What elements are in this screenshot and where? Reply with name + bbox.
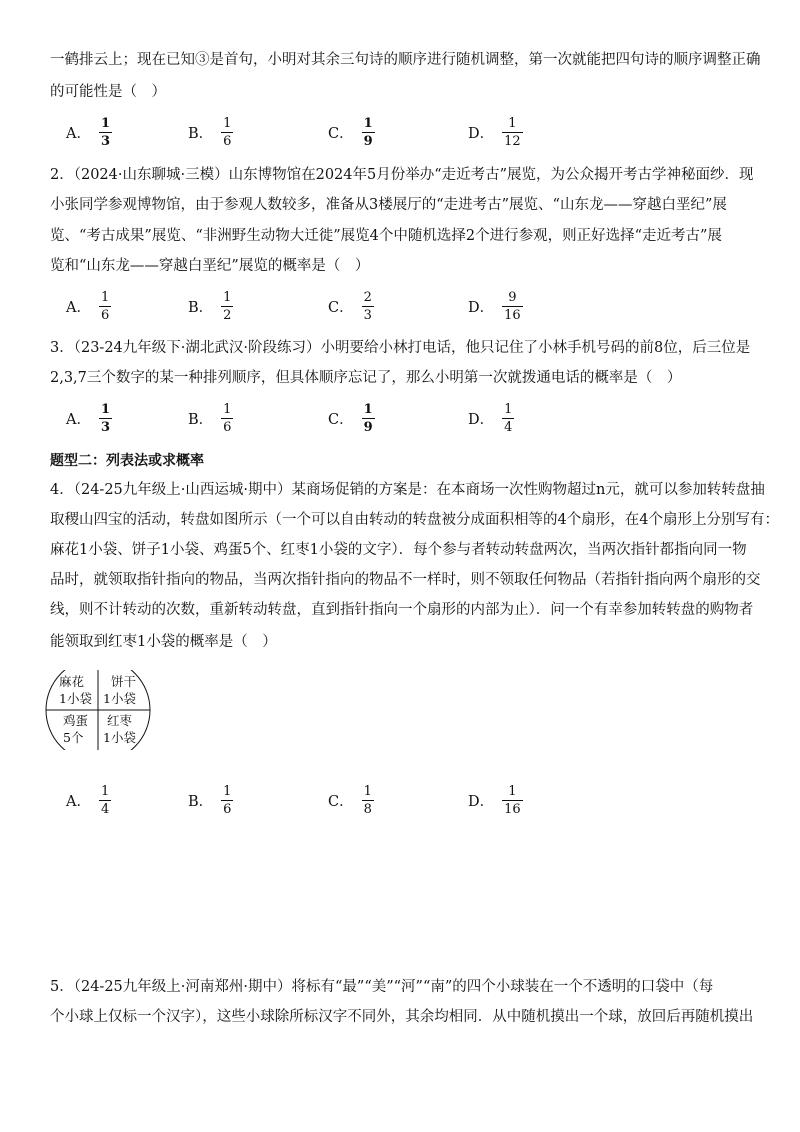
q2-option-c: C． $\frac{2}{3}$	[328, 289, 372, 323]
q4-options	[50, 780, 750, 820]
section-heading: 题型二：列表法或求概率	[50, 453, 204, 469]
q4-text-line2: 取稷山四宝的活动，转盘如图所示（一个可以自由转动的转盘被分成面积相等的4个扇形，在4个扇形上分别写有：	[50, 512, 779, 528]
sector-tl-line2: 1小袋	[59, 691, 92, 706]
q2-text-line3: 览、“考古成果”展览、“非洲野生动物大迁徙”展览4个中随机选择2个进行参观，则正好选择“走近考古”展	[50, 228, 722, 244]
q1-option-d: D． $\frac{1}{12}$	[468, 115, 521, 149]
q4-option-c: C． $\frac{1}{8}$	[328, 783, 372, 817]
q4-text-line4: 品时，就领取指针指向的物品，当两次指针指向的物品不一样时，则不领取任何物品（若指针指向两个扇形的交	[50, 572, 761, 588]
sector-br-line1: 红枣	[107, 713, 133, 728]
q2-option-b: B． $\frac{1}{2}$	[188, 289, 232, 323]
sector-tl-line1: 麻花	[59, 674, 85, 689]
q4-text-line5: 线，则不计转动的次数，重新转动转盘，直到指针指向一个扇形的内部为止）．问一个有幸参加转转盘的购物者	[50, 602, 754, 618]
q1-text-line2: 的可能性是（ ）	[50, 84, 166, 100]
q3-option-a: A． $\frac{1}{3}$	[66, 401, 111, 435]
sector-tr-line1: 饼干	[111, 674, 137, 689]
q3-text-line2: 2,3,7三个数字的某一种排列顺序，但具体顺序忘记了，那么小明第一次就拨通电话的概率是（ ）	[50, 370, 682, 386]
q4-text-line3: 麻花1小袋、饼子1小袋、鸡蛋5个、红枣1小袋的文字）．每个参与者转动转盘两次，当两次指针都指向同一物	[50, 542, 747, 558]
q1-text-line1: 一鹤排云上；现在已知③是首句，小明对其余三句诗的顺序进行随机调整，第一次就能把四句诗的顺序调整正确	[50, 52, 761, 68]
q4-option-b: B． $\frac{1}{6}$	[188, 783, 232, 817]
sector-br-line2: 1小袋	[103, 730, 136, 745]
q3-text-line1: 3．（23-24九年级下·湖北武汉·阶段练习）小明要给小林打电话，他只记住了小林手机号码的前8位，后三位是	[50, 340, 751, 356]
sector-bl-line2: 5个	[63, 730, 84, 745]
q3-option-d: D． $\frac{1}{4}$	[468, 401, 513, 435]
q2-text-line1: 2．（2024·山东聊城·三模）山东博物馆在2024年5月份举办“走近考古”展览，为公众揭开考古学神秘面纱．现	[50, 167, 754, 183]
q3-options	[50, 398, 750, 438]
q3-option-c: C． $\frac{1}{9}$	[328, 401, 373, 435]
q1-options	[50, 112, 750, 152]
q2-options	[50, 286, 750, 326]
q1-option-c: C． $\frac{1}{9}$	[328, 115, 373, 149]
q2-text-line2: 小张同学参观博物馆，由于参观人数较多，准备从3楼展厅的“走进考古”展览、“山东龙——穿越白垩纪”展	[50, 197, 727, 213]
sector-bl-line1: 鸡蛋	[63, 713, 89, 728]
q5-text-line1: 5．（24-25九年级上·河南郑州·期中）将标有“最”“美”“河”“南”的四个小球装在一个不透明的口袋中（每	[50, 979, 714, 995]
q5-text-line2: 个小球上仅标一个汉字），这些小球除所标汉字不同外，其余均相同．从中随机摸出一个球，放回后再随机摸出	[50, 1009, 754, 1025]
q4-text-line6: 能领取到红枣1小袋的概率是（ ）	[50, 634, 277, 650]
q1-option-a: A． $\frac{1}{3}$	[66, 115, 111, 149]
q3-option-b: B． $\frac{1}{6}$	[188, 401, 232, 435]
sector-tr-line2: 1小袋	[103, 691, 136, 706]
q4-text-line1: 4．（24-25九年级上·山西运城·期中）某商场促销的方案是：在本商场一次性购物超过n元，就可以参加转转盘抽	[50, 482, 765, 498]
q4-option-d: D． $\frac{1}{16}$	[468, 783, 521, 817]
q2-option-a: A． $\frac{1}{6}$	[66, 289, 110, 323]
q2-option-d: D． $\frac{9}{16}$	[468, 289, 521, 323]
q1-option-b: B． $\frac{1}{6}$	[188, 115, 232, 149]
q4-option-a: A． $\frac{1}{4}$	[66, 783, 110, 817]
q2-text-line4: 览和“山东龙——穿越白垩纪”展览的概率是（ ）	[50, 258, 370, 274]
spinner-diagram	[45, 670, 155, 750]
